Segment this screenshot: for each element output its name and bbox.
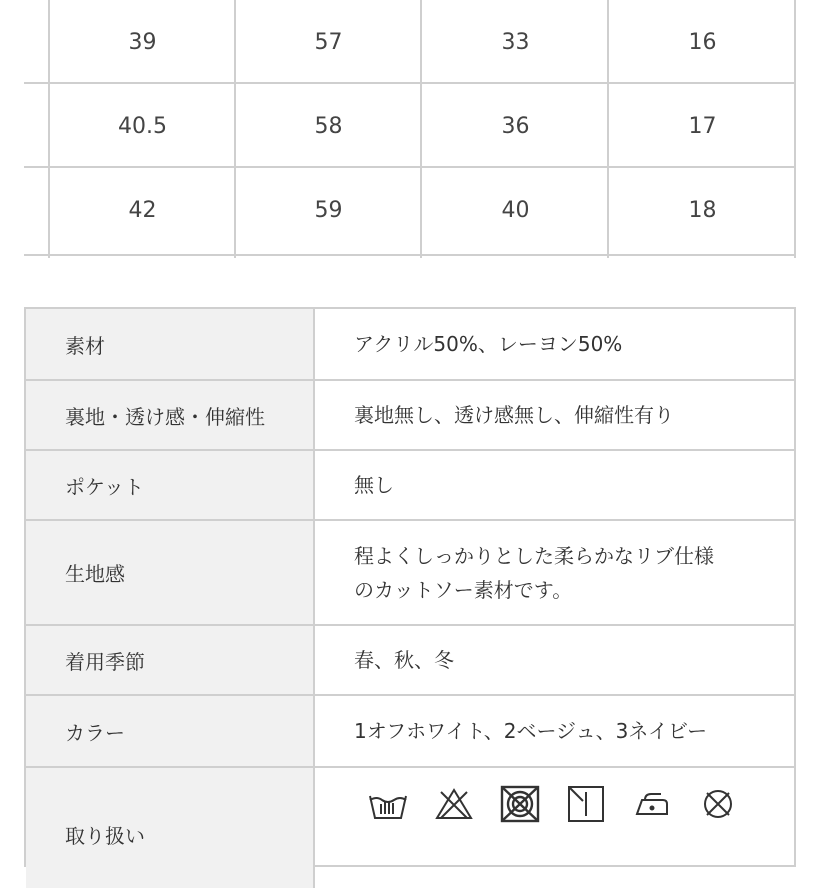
size-cell: 58 bbox=[314, 113, 343, 139]
table-row bbox=[24, 84, 796, 168]
spec-value bbox=[317, 521, 794, 624]
spec-label: ポケット bbox=[26, 451, 315, 519]
spec-row-pocket bbox=[26, 451, 794, 519]
spec-row-care bbox=[26, 768, 794, 888]
spec-table bbox=[24, 307, 796, 867]
spec-value-line: 程よくしっかりとした柔らかなリブ仕様 bbox=[354, 543, 714, 568]
size-cell: 57 bbox=[314, 29, 343, 55]
drip-dry-shade-icon bbox=[553, 784, 619, 824]
size-cell: 40 bbox=[501, 197, 530, 223]
spec-label: 取り扱い bbox=[26, 768, 315, 888]
size-cell: 39 bbox=[128, 29, 157, 55]
table-row bbox=[24, 0, 796, 84]
size-table bbox=[24, 0, 796, 256]
spec-value-line: 1オフホワイト、2ベージュ、3ネイビー bbox=[354, 719, 708, 743]
hand-wash-icon bbox=[355, 784, 421, 824]
spec-value bbox=[317, 381, 794, 449]
spec-row-material bbox=[26, 309, 794, 379]
spec-value-line: のカットソー素材です。 bbox=[354, 577, 573, 602]
spec-label: 素材 bbox=[26, 309, 315, 379]
spec-row-fabric bbox=[26, 521, 794, 624]
spec-value-line: 春、秋、冬 bbox=[354, 648, 454, 672]
spec-value-line: アクリル50%、レーヨン50% bbox=[354, 332, 623, 356]
spec-label: 生地感 bbox=[26, 521, 315, 624]
size-cell: 18 bbox=[688, 197, 717, 223]
spec-label: 着用季節 bbox=[26, 626, 315, 694]
care-icons bbox=[355, 784, 751, 824]
size-cell: 16 bbox=[688, 29, 717, 55]
size-cell: 36 bbox=[501, 113, 530, 139]
no-bleach-icon bbox=[421, 784, 487, 824]
spec-value-line: 無し bbox=[354, 473, 394, 497]
size-cell: 17 bbox=[688, 113, 717, 139]
spec-value-line: 裏地無し、透け感無し、伸縮性有り bbox=[354, 403, 674, 427]
size-cell: 33 bbox=[501, 29, 530, 55]
size-cell: 42 bbox=[128, 197, 157, 223]
no-tumble-dry-icon bbox=[487, 784, 553, 824]
spec-value bbox=[317, 626, 794, 694]
spec-row-season bbox=[26, 626, 794, 694]
spec-value bbox=[317, 309, 794, 379]
spec-label: カラー bbox=[26, 696, 315, 766]
no-dry-clean-icon bbox=[685, 784, 751, 824]
size-cell: 40.5 bbox=[118, 113, 167, 139]
spec-row-color bbox=[26, 696, 794, 766]
spec-value bbox=[317, 451, 794, 519]
spec-value bbox=[317, 696, 794, 766]
size-cell: 59 bbox=[314, 197, 343, 223]
spec-label: 裏地・透け感・伸縮性 bbox=[26, 381, 315, 449]
table-row bbox=[24, 168, 796, 252]
spec-row-lining bbox=[26, 381, 794, 449]
low-iron-icon bbox=[619, 784, 685, 824]
